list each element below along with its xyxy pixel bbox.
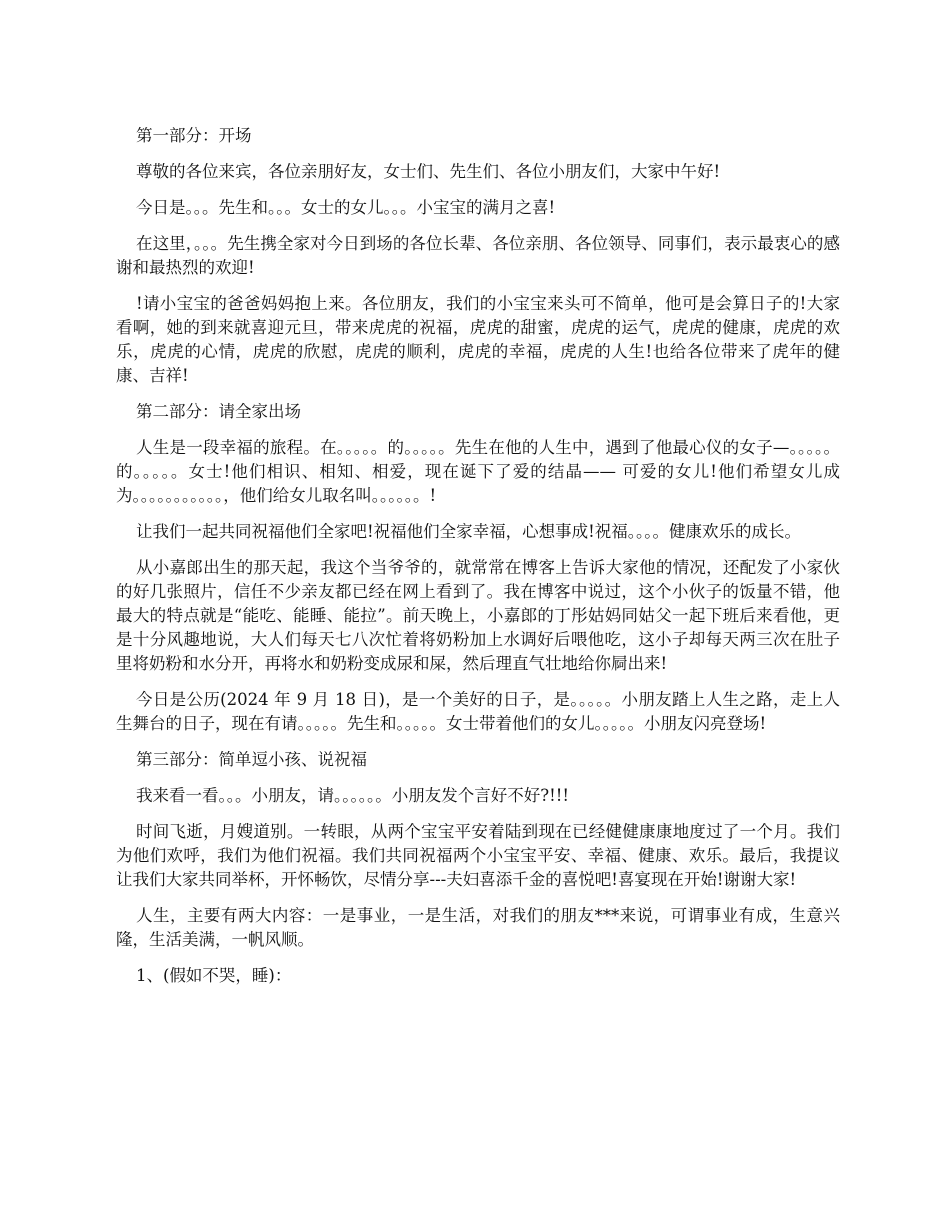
paragraph: 时间飞逝，月嫂道别。一转眼，从两个宝宝平安着陆到现在已经健健康康地度过了一个月。我们为他们欢呼，我们为他们祝福。我们共同祝福两个小宝宝平安、幸福、健康、欢乐。最后，我提议让我们大家共同举杯，开怀畅饮，尽情分享---夫妇喜添千金的喜悦吧!喜宴现在开始!谢谢大家! bbox=[116, 822, 840, 889]
section-heading: 第三部分：简单逗小孩、说祝福 bbox=[136, 750, 367, 769]
paragraph: 人生，主要有两大内容：一是事业，一是生活，对我们的朋友***来说，可谓事业有成，生意兴隆，生活美满，一帆风顺。 bbox=[116, 906, 840, 949]
paragraph: 人生是一段幸福的旅程。在。。。。。的。。。。。先生在他的人生中，遇到了他最心仪的女子—。。。。。的。。。。。女士!他们相识、相知、相爱，现在诞下了爱的结晶—— 可爱的女儿!他们希望女儿成为。。。。。。。。。。。，他们给女儿取名叫。。。。。。! bbox=[116, 438, 840, 505]
paragraph: 从小嘉郎出生的那天起，我这个当爷爷的，就常常在博客上告诉大家他的情况，还配发了小家伙的好几张照片，信任不少亲友都已经在网上看到了。我在博客中说过，这个小伙子的饭量不错，他最大的特点就是“能吃、能睡、能拉”。前天晚上，小嘉郎的丁彤姑妈同姑父一起下班后来看他，更是十分风趣地说，大人们每天七八次忙着将奶粉加上水调好后喂他吃，这小子却每天两三次在肚子里将奶粉和水分开，再将水和奶粉变成尿和屎，然后理直气壮地给你屙出来! bbox=[116, 558, 840, 673]
document-page bbox=[116, 124, 840, 1000]
paragraph: 在这里，。。。先生携全家对今日到场的各位长辈、各位亲朋、各位领导、同事们，表示最衷心的感谢和最热烈的欢迎! bbox=[116, 234, 840, 277]
paragraph: 我来看一看。。。小朋友，请。。。。。。小朋友发个言好不好?!!! bbox=[136, 786, 569, 805]
paragraph: 今日是。。。先生和。。。女士的女儿。。。小宝宝的满月之喜! bbox=[136, 198, 556, 217]
paragraph: 今日是公历(2024 年 9 月 18 日)，是一个美好的日子，是。。。。。小朋友踏上人生之路，走上人生舞台的日子，现在有请。。。。。先生和。。。。。女士带着他们的女儿。。。。。小朋友闪亮登场! bbox=[116, 690, 840, 733]
section-heading: 第一部分：开场 bbox=[136, 126, 252, 145]
paragraph: 尊敬的各位来宾，各位亲朋好友，女士们、先生们、各位小朋友们，大家中午好! bbox=[136, 162, 721, 181]
list-item: 1、(假如不哭，睡)： bbox=[136, 966, 292, 985]
paragraph: 让我们一起共同祝福他们全家吧!祝福他们全家幸福，心想事成!祝福。。。。健康欢乐的成长。 bbox=[136, 522, 802, 541]
section-heading: 第二部分：请全家出场 bbox=[136, 402, 301, 421]
paragraph: !请小宝宝的爸爸妈妈抱上来。各位朋友，我们的小宝宝来头可不简单，他可是会算日子的!大家看啊，她的到来就喜迎元旦，带来虎虎的祝福，虎虎的甜蜜，虎虎的运气，虎虎的健康，虎虎的欢乐，虎虎的心情，虎虎的欣慰，虎虎的顺利，虎虎的幸福，虎虎的人生!也给各位带来了虎年的健康、吉祥! bbox=[116, 294, 840, 385]
